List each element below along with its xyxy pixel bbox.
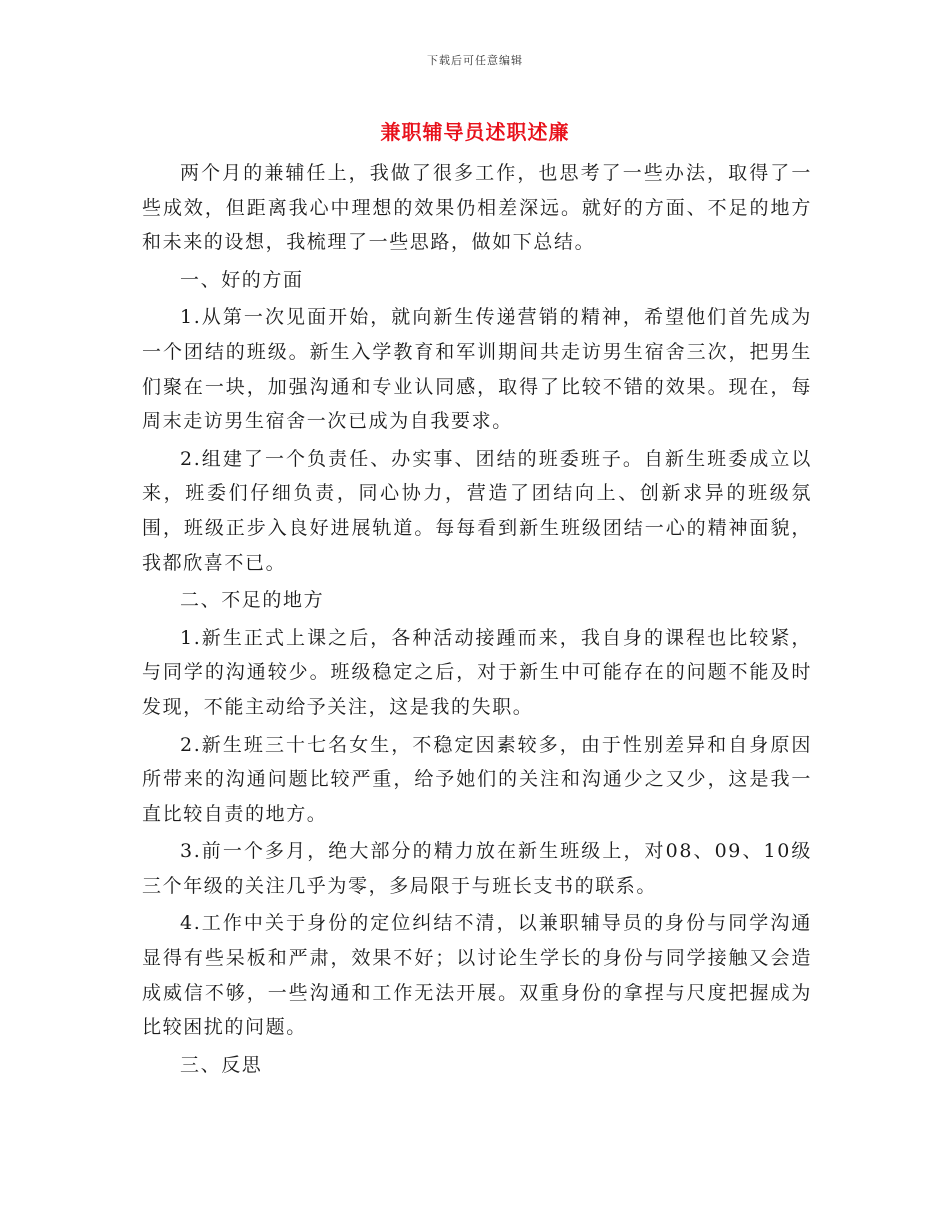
paragraph-strength-2: 2.组建了一个负责任、办实事、团结的班委班子。自新生班委成立以来，班委们仔细负责，同心协力，营造了团结向上、创新求异的班级氛围，班级正步入良好进展轨道。每每看到新生班级团结一心的精神面貌，我都欣喜不已。 [142, 447, 812, 574]
paragraph-shortcoming-1: 1.新生正式上课之后，各种活动接踵而来，我自身的课程也比较紧，与同学的沟通较少。班级稳定之后，对于新生中可能存在的问题不能及时发现，不能主动给予关注，这是我的失职。 [142, 626, 812, 718]
paragraph-intro: 两个月的兼辅任上，我做了很多工作，也思考了一些办法，取得了一些成效，但距离我心中理想的效果仍相差深远。就好的方面、不足的地方和未来的设想，我梳理了一些思路，做如下总结。 [142, 162, 812, 254]
paragraph-shortcoming-4: 4.工作中关于身份的定位纠结不清，以兼职辅导员的身份与同学沟通显得有些呆板和严肃，效果不好；以讨论生学长的身份与同学接触又会造成威信不够，一些沟通和工作无法开展。双重身份的拿捏与尺度把握成为比较困扰的问题。 [142, 912, 812, 1039]
document-body [142, 156, 812, 1085]
section-heading-reflection: 三、反思 [180, 1053, 263, 1076]
section-heading-shortcomings: 二、不足的地方 [180, 589, 325, 612]
paragraph-shortcoming-3: 3.前一个多月，绝大部分的精力放在新生班级上，对08、09、10级三个年级的关注几乎为零，多局限于与班长支书的联系。 [142, 840, 812, 897]
document-title: 兼职辅导员述职述廉 [380, 120, 570, 144]
header-note: 下载后可任意编辑 [427, 54, 523, 67]
paragraph-strength-1: 1.从第一次见面开始，就向新生传递营销的精神，希望他们首先成为一个团结的班级。新生入学教育和军训期间共走访男生宿舍三次，把男生们聚在一块，加强沟通和专业认同感，取得了比较不错的效果。现在，每周末走访男生宿舍一次已成为自我要求。 [142, 306, 812, 433]
paragraph-shortcoming-2: 2.新生班三十七名女生，不稳定因素较多，由于性别差异和自身原因所带来的沟通问题比较严重，给予她们的关注和沟通少之又少，这是我一直比较自责的地方。 [142, 733, 812, 825]
section-heading-strengths: 一、好的方面 [180, 268, 304, 291]
